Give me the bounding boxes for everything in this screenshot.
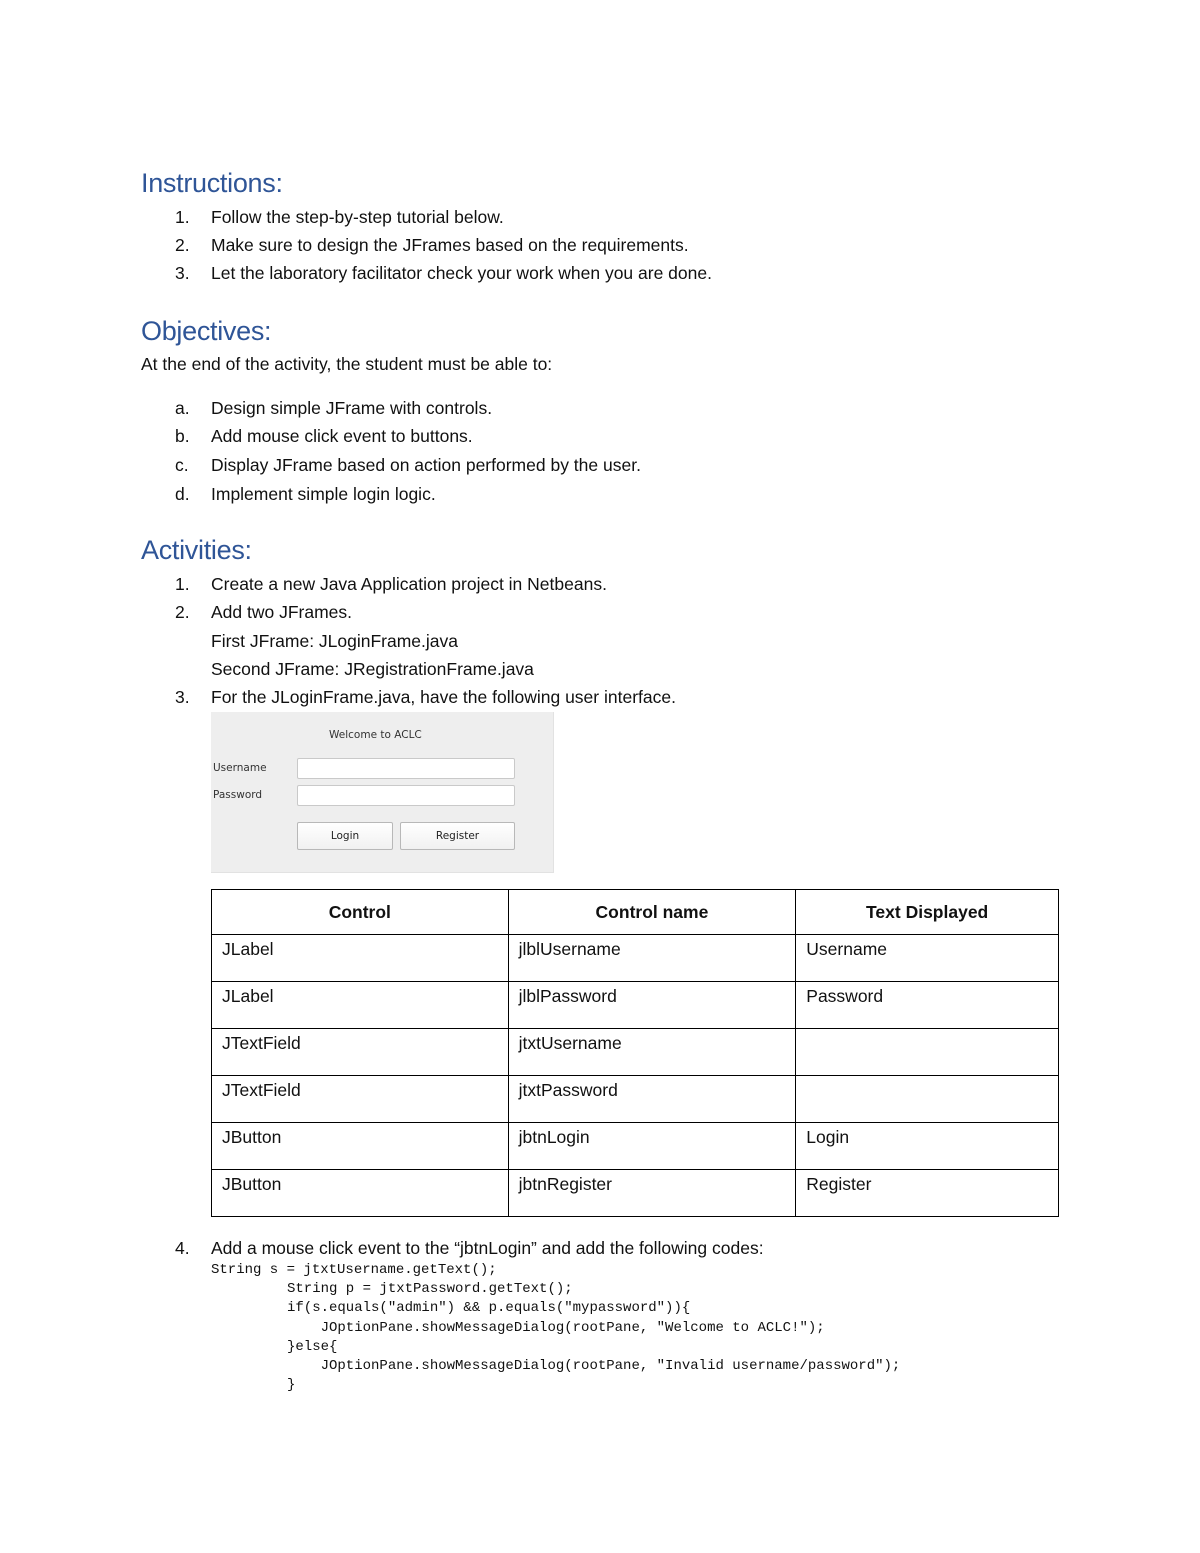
second-jframe-note: Second JFrame: JRegistrationFrame.java xyxy=(211,659,534,679)
table-cell: Register xyxy=(796,1170,1059,1217)
table-header: Text Displayed xyxy=(796,890,1059,935)
objective-item-d: d. Implement simple login logic. xyxy=(175,484,436,504)
objective-item-b: b. Add mouse click event to buttons. xyxy=(175,426,473,446)
table-row xyxy=(212,1076,1059,1123)
activity-item-2: 2. Add two JFrames. xyxy=(175,602,353,622)
table-row xyxy=(212,1029,1059,1076)
table-cell: JLabel xyxy=(212,935,509,982)
table-cell: JTextField xyxy=(212,1076,509,1123)
table-cell xyxy=(796,1076,1059,1123)
table-header: Control name xyxy=(508,890,796,935)
table-cell: jtxtUsername xyxy=(508,1029,796,1076)
activity-item-1: 1. Create a new Java Application project in Netbeans. xyxy=(175,574,607,594)
login-password-field xyxy=(297,785,515,806)
activity-item-3: 3. For the JLoginFrame.java, have the following user interface. xyxy=(175,687,676,707)
table-row xyxy=(212,935,1059,982)
activity-item-4: 4. Add a mouse click event to the “jbtnLogin” and add the following codes: xyxy=(175,1238,764,1258)
table-header-row xyxy=(212,890,1059,935)
table-cell: JLabel xyxy=(212,982,509,1029)
login-username-field xyxy=(297,758,515,779)
activities-heading: Activities: xyxy=(141,535,252,565)
table-cell: jbtnLogin xyxy=(508,1123,796,1170)
login-frame-screenshot xyxy=(211,712,554,873)
controls-table xyxy=(211,889,1059,1217)
instructions-heading: Instructions: xyxy=(141,168,283,198)
table-cell xyxy=(796,1029,1059,1076)
table-cell: Password xyxy=(796,982,1059,1029)
table-cell: Username xyxy=(796,935,1059,982)
table-header: Control xyxy=(212,890,509,935)
table-cell: JButton xyxy=(212,1170,509,1217)
table-cell: jbtnRegister xyxy=(508,1170,796,1217)
first-jframe-note: First JFrame: JLoginFrame.java xyxy=(211,631,459,651)
instruction-item-2: 2. Make sure to design the JFrames based on the requirements. xyxy=(175,235,689,255)
login-button: Login xyxy=(297,822,393,850)
table-cell: JButton xyxy=(212,1123,509,1170)
table-row xyxy=(212,982,1059,1029)
table-cell: JTextField xyxy=(212,1029,509,1076)
instruction-item-3: 3. Let the laboratory facilitator check your work when you are done. xyxy=(175,263,712,283)
table-cell: Login xyxy=(796,1123,1059,1170)
table-cell: jlblUsername xyxy=(508,935,796,982)
table-row xyxy=(212,1170,1059,1217)
login-username-label: Username xyxy=(213,762,267,774)
objective-item-a: a. Design simple JFrame with controls. xyxy=(175,398,493,418)
code-line-first: String s = jtxtUsername.getText(); xyxy=(211,1262,497,1278)
code-block: String p = jtxtPassword.getText(); if(s.equals("admin") && p.equals("mypassword")){ JOptionPane.showMessageDialog(rootPane, "Welcome to ACLC!"); }else{ JOptionPane.showMessageDialog(rootPane, "Invalid username/password"); } xyxy=(287,1281,901,1394)
objectives-intro: At the end of the activity, the student must be able to: xyxy=(141,354,553,374)
objectives-heading: Objectives: xyxy=(141,316,272,346)
objective-item-c: c. Display JFrame based on action performed by the user. xyxy=(175,455,641,475)
instruction-item-1: 1. Follow the step-by-step tutorial below. xyxy=(175,207,504,227)
table-cell: jlblPassword xyxy=(508,982,796,1029)
register-button: Register xyxy=(400,822,515,850)
table-cell: jtxtPassword xyxy=(508,1076,796,1123)
login-password-label: Password xyxy=(213,789,263,801)
table-row xyxy=(212,1123,1059,1170)
login-frame-title: Welcome to ACLC xyxy=(329,729,422,741)
